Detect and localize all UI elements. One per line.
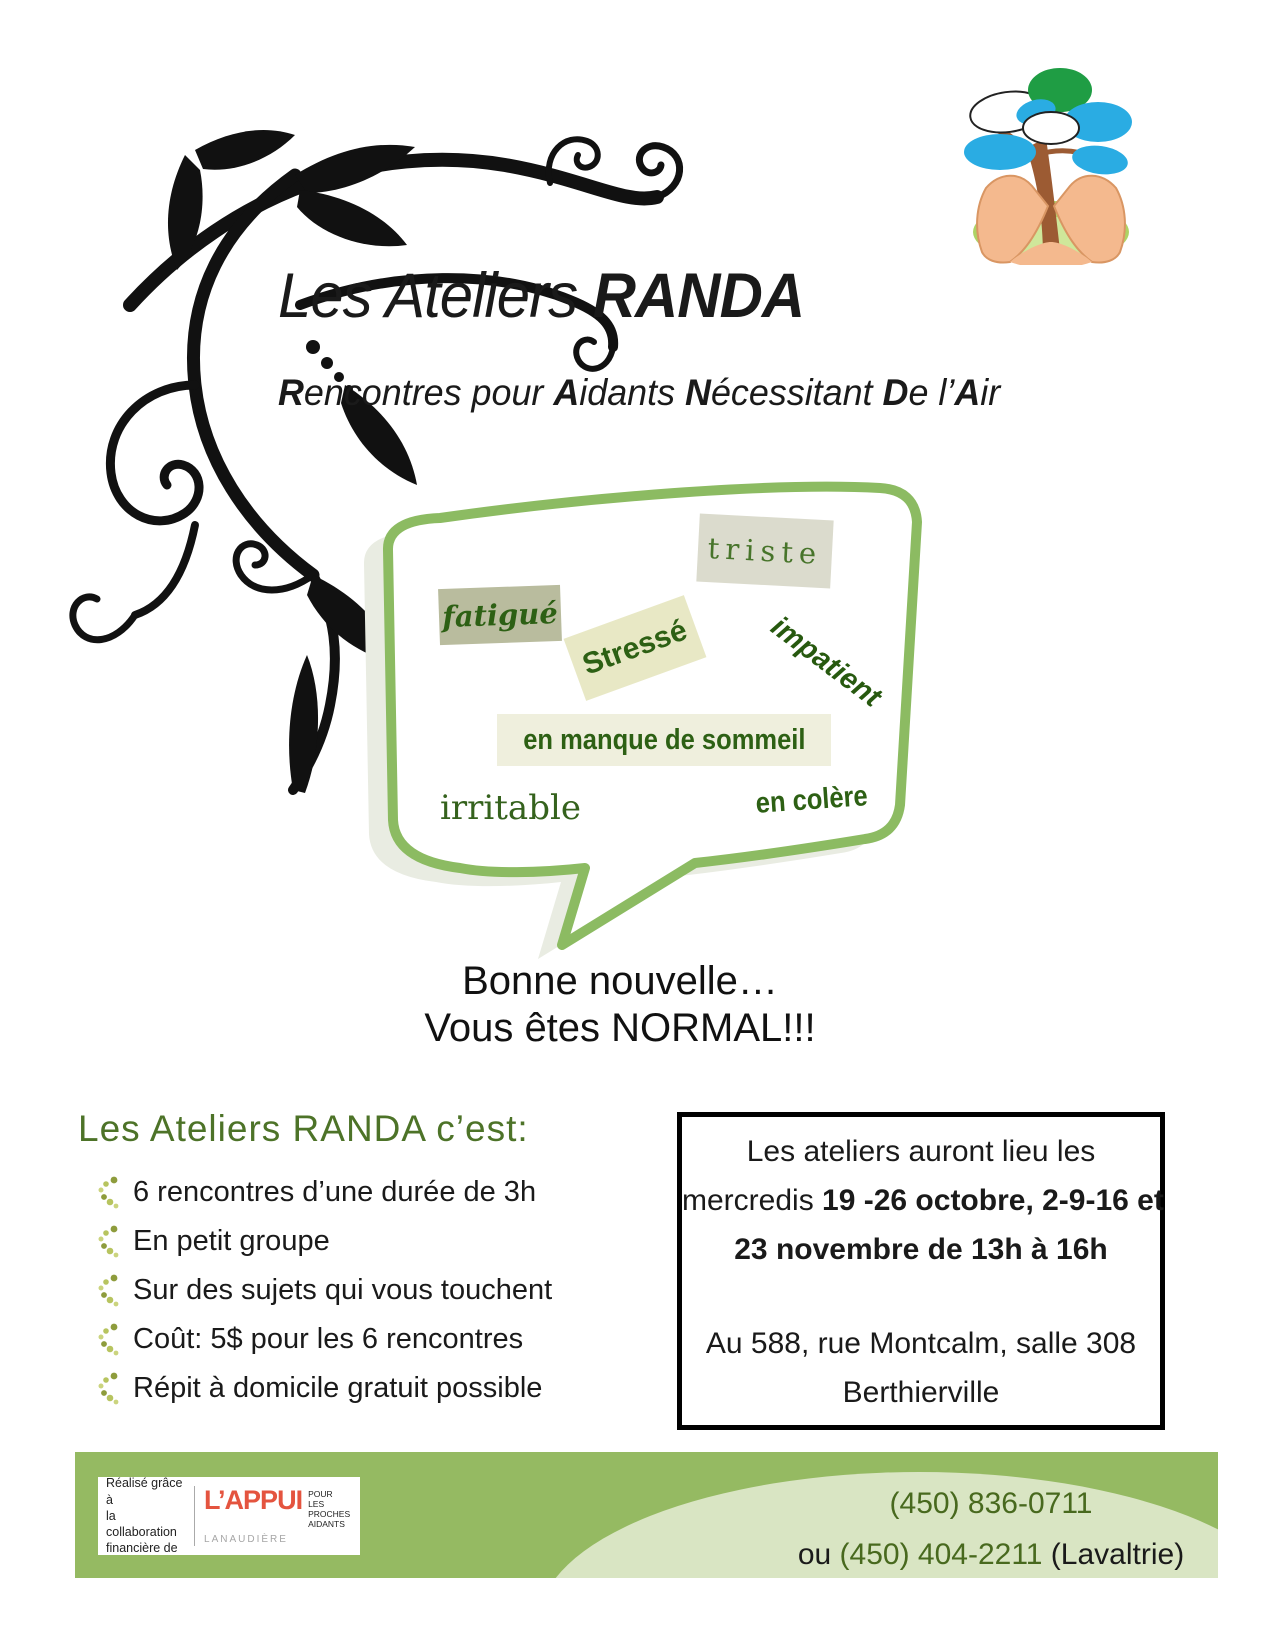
lappui-tagline (308, 1489, 352, 1530)
credit-text (106, 1475, 185, 1556)
word-label: Stressé (578, 613, 692, 682)
footer-band (75, 1452, 1218, 1578)
tagline-line: LES PROCHES (308, 1498, 351, 1519)
page-subtitle (278, 372, 1000, 414)
phone-secondary (741, 1539, 1218, 1571)
list-item-label: 6 rencontres d’une durée de 3h (133, 1176, 537, 1208)
section-heading: Les Ateliers RANDA c’est: (78, 1108, 529, 1149)
lappui-logo-row (204, 1484, 352, 1530)
list-item (95, 1225, 615, 1258)
word-label: en colère (754, 779, 869, 820)
phone-alt-suffix: (Lavaltrie) (1042, 1538, 1185, 1571)
schedule-box (677, 1112, 1165, 1430)
page-title (278, 260, 804, 332)
list-item (95, 1176, 615, 1209)
good-news-block (360, 958, 880, 1052)
speech-bubble (340, 430, 990, 990)
list-item (95, 1372, 615, 1405)
subtitle-seg: ir (980, 372, 1001, 413)
subtitle-seg: idants (579, 372, 686, 413)
list-item-label: Répit à domicile gratuit possible (133, 1372, 543, 1404)
word-label: impatient (765, 610, 888, 714)
features-list (95, 1176, 615, 1421)
word-label: triste (706, 531, 824, 571)
hands-tree-logo (948, 60, 1148, 265)
subtitle-seg: A (954, 372, 981, 413)
schedule-line2-normal: mercredis (682, 1184, 823, 1217)
subtitle-seg: écessitant (710, 372, 883, 413)
subtitle-seg: A (553, 372, 580, 413)
schedule-line1: Les ateliers auront lieu les (746, 1135, 1096, 1168)
dotted-bullet-icon (95, 1323, 125, 1356)
dotted-bullet-icon (95, 1225, 125, 1258)
list-item-label: En petit groupe (133, 1225, 330, 1257)
schedule-line3: 23 novembre de 13h à 16h (734, 1233, 1108, 1266)
word-tag-colere (751, 776, 873, 824)
phone-primary: (450) 836-0711 (889, 1487, 1093, 1520)
credit-line: la collaboration (106, 1508, 177, 1540)
phone-alt-prefix: ou (797, 1538, 840, 1571)
subtitle-seg: R (278, 372, 304, 413)
word-label: fatigué (441, 595, 559, 635)
schedule-line4: Au 588, rue Montcalm, salle 308 (705, 1327, 1137, 1360)
schedule-spacer (682, 1274, 1160, 1319)
lappui-region: LANAUDIÈRE (204, 1534, 288, 1546)
schedule-line2 (682, 1176, 1164, 1225)
word-tag-irritable (440, 788, 581, 828)
word-tag-triste (696, 514, 833, 589)
phone-alt-number: (450) 404-2211 (839, 1538, 1043, 1571)
sponsor-credit-box (98, 1477, 360, 1555)
subtitle-seg: D (882, 372, 909, 413)
schedule-line5: Berthierville (842, 1376, 1000, 1409)
tagline-line: POUR (308, 1488, 333, 1499)
lappui-logo (204, 1484, 352, 1546)
credit-line: Réalisé grâce à (106, 1476, 183, 1507)
credit-line: financière de (106, 1541, 178, 1556)
dotted-bullet-icon (95, 1274, 125, 1307)
list-item (95, 1323, 615, 1356)
contact-phones (741, 1488, 1218, 1571)
dotted-bullet-icon (95, 1176, 125, 1209)
list-item (95, 1274, 615, 1307)
word-label: irritable (440, 788, 581, 828)
good-news-line2: Vous êtes NORMAL!!! (424, 1006, 816, 1050)
credit-divider (194, 1486, 195, 1546)
word-label: en manque de sommeil (522, 723, 806, 756)
subtitle-seg: e l’ (908, 372, 955, 413)
title-normal: Les Ateliers (278, 261, 593, 331)
lappui-logo-text: L’APPUI (204, 1484, 303, 1515)
tagline-line: AIDANTS (308, 1519, 345, 1530)
good-news-line1: Bonne nouvelle… (462, 959, 778, 1003)
schedule-line2-bold: 19 -26 octobre, 2-9-16 et (822, 1184, 1164, 1217)
title-bold: RANDA (592, 261, 805, 331)
dotted-bullet-icon (95, 1372, 125, 1405)
word-tag-fatigue (438, 585, 562, 645)
subtitle-seg: N (685, 372, 711, 413)
word-tag-manque-sommeil (497, 714, 831, 766)
list-item-label: Coût: 5$ pour les 6 rencontres (133, 1323, 524, 1355)
subtitle-seg: encontres pour (303, 372, 554, 413)
list-item-label: Sur des sujets qui vous touchent (133, 1274, 553, 1306)
